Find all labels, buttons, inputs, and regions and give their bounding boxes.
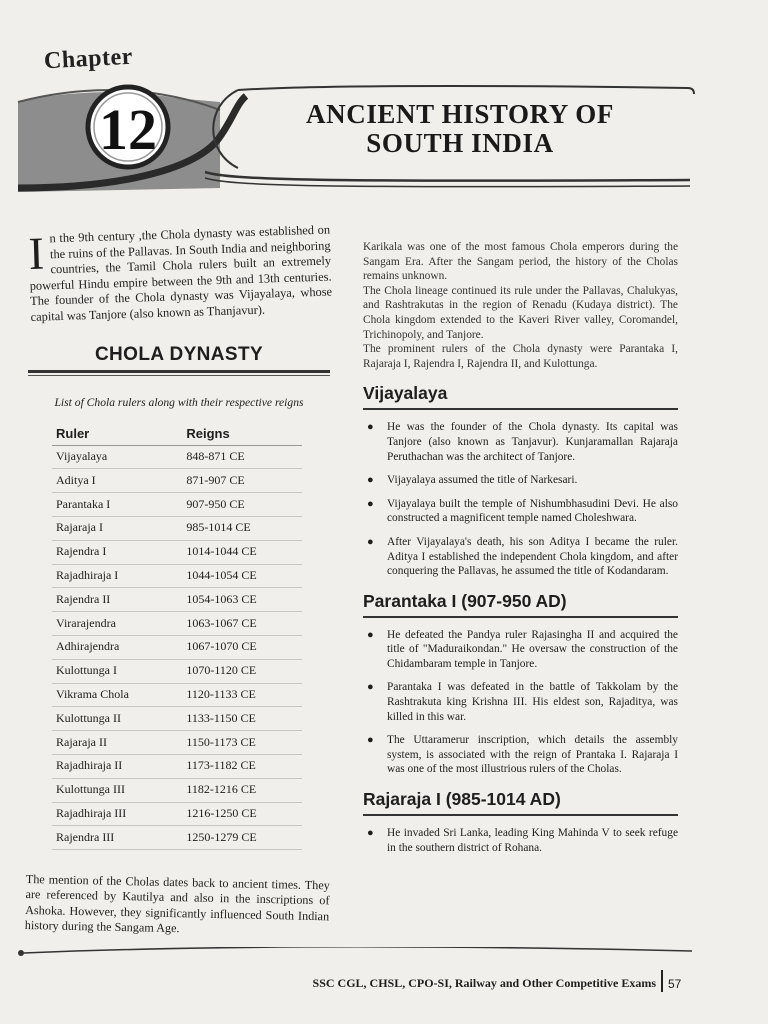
bullet-text: The Uttaramerur inscription, which details the assembly system, is associated with the reign of Prantaka I. Rajaraja I was one of the most illustrious rulers of the Cholas. <box>387 734 678 776</box>
ruler-name-cell: Kulottunga I <box>52 659 168 683</box>
table-header-row <box>52 421 302 446</box>
reign-cell: 1133-1150 CE <box>168 707 302 731</box>
table-row <box>52 659 302 683</box>
table-row <box>52 778 302 802</box>
reign-cell: 848-871 CE <box>168 445 302 469</box>
bullet-list <box>363 826 678 855</box>
bullet-icon: ● <box>367 535 374 548</box>
chapter-title <box>240 100 680 158</box>
bullet-icon: ● <box>367 734 374 747</box>
table-row <box>52 612 302 636</box>
reign-cell: 1044-1054 CE <box>168 564 302 588</box>
bullet-icon: ● <box>367 474 374 487</box>
table-row <box>52 516 302 540</box>
drop-cap: I <box>27 227 45 279</box>
section-heading: Parantaka I (907-950 AD) <box>363 590 567 611</box>
bullet-text: Vijayalaya assumed the title of Narkesari. <box>387 474 578 487</box>
ruler-name-cell: Rajadhiraja I <box>52 564 168 588</box>
section-heading: Rajaraja I (985-1014 AD) <box>363 789 561 810</box>
reign-cell: 1067-1070 CE <box>168 635 302 659</box>
paragraph-prominent-rulers: The prominent rulers of the Chola dynasty were Parantaka I, Rajaraja I, Rajendra I, Rajendra II, and Kulottunga. <box>363 343 678 370</box>
chapter-title-line2: SOUTH INDIA <box>366 128 554 158</box>
ruler-name-cell: Rajendra II <box>52 588 168 612</box>
reign-cell: 1216-1250 CE <box>168 802 302 826</box>
table-row <box>52 540 302 564</box>
section-rule-thin <box>28 375 330 376</box>
bullet-text: He was the founder of the Chola dynasty. Its capital was Tanjore (also known as Tanjavur). Kunjaramallan Rajaraja Peruthachan was the architect of Tanjore. <box>387 421 678 463</box>
reign-cell: 1014-1044 CE <box>168 540 302 564</box>
paragraph-lineage: The Chola lineage continued its rule under the Pallavas, Chalukyas, and Rashtrakutas in the region of Renadu (Kudaya district). The Chola kingdom extended to the Kaveri River valley, Coromandel, Trichinopoly, and Tanjore. <box>363 284 678 341</box>
ruler-name-cell: Adhirajendra <box>52 635 168 659</box>
reign-cell: 1250-1279 CE <box>168 826 302 850</box>
intro-paragraph <box>28 223 333 326</box>
column-header-reigns: Reigns <box>168 421 302 446</box>
list-item <box>363 733 678 777</box>
ruler-name-cell: Rajendra I <box>52 540 168 564</box>
chapter-title-line1: ANCIENT HISTORY OF <box>306 99 614 129</box>
bullet-list <box>363 628 678 777</box>
list-item <box>363 628 678 672</box>
ruler-name-cell: Rajadhiraja III <box>52 802 168 826</box>
bullet-text: He defeated the Pandya ruler Rajasingha II and acquired the title of "Maduraikondan." He oversaw the construction of the Chidambaram temple in Tanjore. <box>387 628 678 670</box>
bullet-icon: ● <box>367 497 374 510</box>
chapter-number: 12 <box>99 97 157 162</box>
reign-cell: 985-1014 CE <box>168 516 302 540</box>
bullet-icon: ● <box>367 421 374 434</box>
table-row <box>52 635 302 659</box>
ruler-name-cell: Kulottunga III <box>52 778 168 802</box>
reign-cell: 1182-1216 CE <box>168 778 302 802</box>
table-row <box>52 683 302 707</box>
bullet-icon: ● <box>367 827 374 840</box>
reign-cell: 1070-1120 CE <box>168 659 302 683</box>
reign-cell: 1173-1182 CE <box>168 754 302 778</box>
section-heading-rule <box>363 408 678 410</box>
table-row <box>52 754 302 778</box>
ruler-name-cell: Rajaraja II <box>52 731 168 755</box>
list-item <box>363 680 678 724</box>
table-row <box>52 445 302 469</box>
table-row <box>52 493 302 517</box>
chapter-label: Chapter <box>43 43 134 75</box>
intro-text: n the 9th century ,the Chola dynasty was established on the ruins of the Pallavas. In South India and neighboring countries, the Tamil Chola rulers built an extremely powerful Hindu empire between the 9th and 13th centuries. The founder of the Chola dynasty was Vijayalaya, whose capital was Tanjore (also known as Thanjavur). <box>29 222 333 324</box>
reign-cell: 1150-1173 CE <box>168 731 302 755</box>
ruler-name-cell: Vijayalaya <box>52 445 168 469</box>
rulers-table <box>52 421 302 851</box>
footer-rule <box>16 947 696 963</box>
list-item <box>363 420 678 464</box>
right-column <box>363 240 678 864</box>
bullet-text: Vijayalaya built the temple of Nishumbhasudini Devi. He also constructed a magnificent temple named Choleshwara. <box>387 497 678 525</box>
bullet-text: He invaded Sri Lanka, leading King Mahinda V to seek refuge in the southern district of Rohana. <box>387 827 678 854</box>
reign-cell: 871-907 CE <box>168 469 302 493</box>
bullet-text: After Vijayalaya's death, his son Aditya I became the ruler. Aditya I established the independent Chola kingdom, and after conquering the Pallavas, he assumed the title of Kodandaram. <box>387 535 678 578</box>
page-number: 57 <box>668 977 682 991</box>
table-row <box>52 707 302 731</box>
closing-paragraph: The mention of the Cholas dates back to ancient times. They are referenced by Kautilya and also in the inscriptions of Ashoka. However, they significantly influenced South Indian history during the Sangam Age. <box>24 872 330 936</box>
ruler-name-cell: Rajaraja I <box>52 516 168 540</box>
list-item <box>363 497 678 526</box>
list-item <box>363 535 678 579</box>
reign-cell: 1063-1067 CE <box>168 612 302 636</box>
table-row <box>52 469 302 493</box>
table-row <box>52 588 302 612</box>
reign-cell: 1054-1063 CE <box>168 588 302 612</box>
bullet-icon: ● <box>367 681 374 694</box>
section-heading-rule <box>363 616 678 618</box>
bullet-text: Parantaka I was defeated in the battle of Takkolam by the Rashtrakuta king Krishna III. His eldest son, Rajaditya, was killed in this war. <box>387 681 678 723</box>
footer-separator <box>661 970 663 992</box>
ruler-name-cell: Rajadhiraja II <box>52 754 168 778</box>
paragraph-karikala: Karikala was one of the most famous Chola emperors during the Sangam Era. After the Sangam period, the history of the Cholas remains unknown. <box>363 241 678 283</box>
table-row <box>52 731 302 755</box>
ruler-name-cell: Rajendra III <box>52 826 168 850</box>
footer-text: SSC CGL, CHSL, CPO-SI, Railway and Other Competitive Exams <box>312 976 656 990</box>
ruler-name-cell: Vikrama Chola <box>52 683 168 707</box>
section-rule <box>28 370 330 373</box>
reign-cell: 907-950 CE <box>168 493 302 517</box>
bullet-icon: ● <box>367 628 374 641</box>
ruler-name-cell: Parantaka I <box>52 493 168 517</box>
ruler-name-cell: Aditya I <box>52 469 168 493</box>
ruler-name-cell: Kulottunga II <box>52 707 168 731</box>
list-item <box>363 826 678 855</box>
section-heading-rule <box>363 814 678 816</box>
bullet-list <box>363 420 678 578</box>
section-heading: Vijayalaya <box>363 383 448 404</box>
ruler-name-cell: Virarajendra <box>52 612 168 636</box>
list-item <box>363 473 678 488</box>
column-header-ruler: Ruler <box>52 421 168 446</box>
section-title-chola-dynasty: CHOLA DYNASTY <box>94 343 264 365</box>
table-row <box>52 802 302 826</box>
table-row <box>52 564 302 588</box>
table-caption: List of Chola rulers along with their respective reigns <box>54 395 304 409</box>
left-column <box>24 222 333 936</box>
reign-cell: 1120-1133 CE <box>168 683 302 707</box>
table-row <box>52 826 302 850</box>
